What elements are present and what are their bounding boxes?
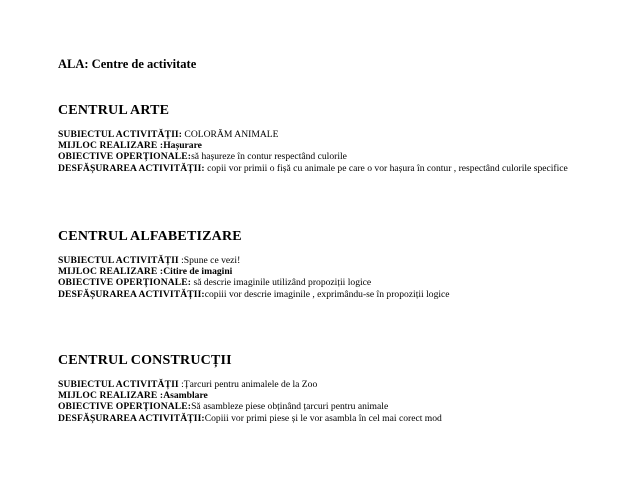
section-heading: CENTRUL CONSTRUCȚII [58,353,232,368]
activity-label: DESFĂȘURAREA ACTIVITĂȚII: [58,412,205,424]
document-title: ALA: Centre de activitate [58,57,197,71]
subject-label: SUBIECTUL ACTIVITĂȚII [58,379,179,390]
activity-line [58,163,568,174]
subject-value: COLORĂM ANIMALE [182,129,279,140]
method-value: Hașurare [163,140,202,152]
method-label: MIJLOC REALIZARE : [58,390,164,402]
activity-value: Copiii vor primi piese și le vor asambla în cel mai corect mod [204,412,442,424]
activity-label: DESFĂȘURAREA ACTIVITĂȚII: [58,288,205,300]
subject-label: SUBIECTUL ACTIVITĂȚII: [58,129,183,140]
method-value: Asamblare [163,390,208,402]
objectives-value: Să asambleze piese obținând țarcuri pentru animale [191,401,389,413]
method-line [58,140,568,151]
objectives-line [58,401,442,412]
activity-value: copii vor primii o fișă cu animale pe care o vor hașura în contur , respectând culorile specifice [204,162,568,174]
objectives-line [58,151,568,162]
method-line [58,390,442,401]
subject-label: SUBIECTUL ACTIVITĂȚII [58,255,179,266]
subject-line [58,129,568,140]
objectives-line [58,277,450,288]
subject-value: :Spune ce vezi! [178,255,241,266]
activity-line [58,413,442,424]
activity-label: DESFĂȘURAREA ACTIVITĂȚII: [58,162,205,174]
section-arte [58,103,568,174]
objectives-value: să descrie imaginile utilizând propoziții logice [191,277,372,289]
objectives-label: OBIECTIVE OPERȚIONALE: [58,277,192,289]
objectives-label: OBIECTIVE OPERȚIONALE: [58,401,192,413]
section-alfabetizare [58,229,450,300]
section-heading: CENTRUL ALFABETIZARE [58,229,242,244]
objectives-value: să hașureze în contur respectând culorile [191,151,347,163]
method-value: Citire de imagini [163,266,233,278]
subject-line [58,255,450,266]
method-label: MIJLOC REALIZARE : [58,266,164,278]
method-line [58,266,450,277]
subject-value: :Țarcuri pentru animalele de la Zoo [178,379,318,390]
section-heading: CENTRUL ARTE [58,103,170,118]
section-constructii [58,353,442,424]
subject-line [58,379,442,390]
activity-line [58,289,450,300]
method-label: MIJLOC REALIZARE : [58,140,164,152]
objectives-label: OBIECTIVE OPERȚIONALE: [58,151,192,163]
activity-value: copiii vor descrie imaginile , exprimându-se în propoziții logice [204,288,450,300]
